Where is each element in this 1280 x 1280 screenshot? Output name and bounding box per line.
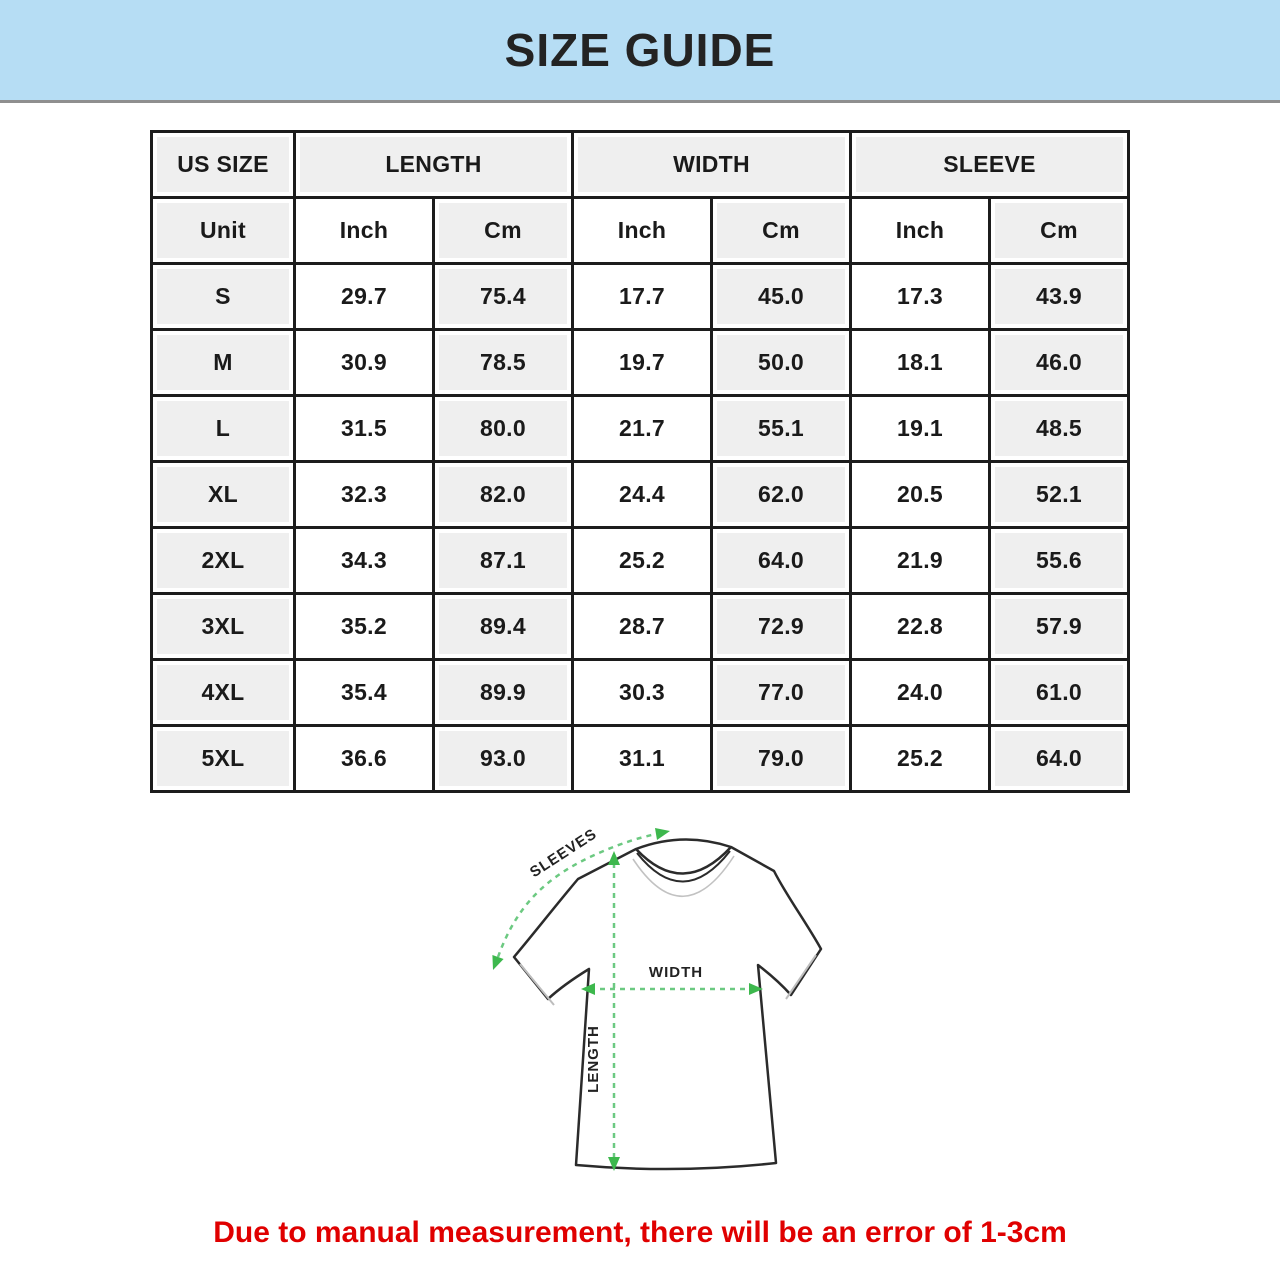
col-header-sleeve: SLEEVE [856,137,1123,192]
value-cell: 72.9 [717,599,845,654]
value-cell: 82.0 [439,467,567,522]
value-cell: 24.0 [897,679,943,705]
value-cell: 77.0 [717,665,845,720]
value-cell: 34.3 [341,547,387,573]
value-cell: 36.6 [341,745,387,771]
table-row [151,726,1128,792]
unit-cell: Cm [995,203,1123,258]
value-cell: 46.0 [995,335,1123,390]
size-cell: 5XL [157,731,289,786]
value-cell: 25.2 [897,745,943,771]
table-row [151,660,1128,726]
size-cell: L [157,401,289,456]
table-row [151,594,1128,660]
value-cell: 24.4 [619,481,665,507]
unit-label-cell: Unit [157,203,289,258]
value-cell: 25.2 [619,547,665,573]
value-cell: 18.1 [897,349,943,375]
unit-cell: Inch [617,217,667,243]
value-cell: 45.0 [717,269,845,324]
value-cell: 22.8 [897,613,943,639]
value-cell: 80.0 [439,401,567,456]
tshirt-outline [514,839,821,1169]
value-cell: 30.9 [341,349,387,375]
value-cell: 75.4 [439,269,567,324]
col-header-length: LENGTH [300,137,567,192]
value-cell: 31.1 [619,745,665,771]
value-cell: 31.5 [341,415,387,441]
size-table [150,130,1130,793]
value-cell: 35.2 [341,613,387,639]
value-cell: 28.7 [619,613,665,639]
value-cell: 87.1 [439,533,567,588]
value-cell: 78.5 [439,335,567,390]
col-header-us-size: US SIZE [157,137,289,192]
value-cell: 64.0 [995,731,1123,786]
value-cell: 64.0 [717,533,845,588]
table-unit-row [151,198,1128,264]
value-cell: 19.7 [619,349,665,375]
size-cell: 2XL [157,533,289,588]
unit-cell: Cm [717,203,845,258]
table-group-header-row [151,132,1128,198]
value-cell: 89.9 [439,665,567,720]
width-label: WIDTH [648,964,704,981]
unit-cell: Inch [339,217,389,243]
measurement-error-note: Due to manual measurement, there will be an error of 1-3cm [213,1216,1067,1249]
table-row [151,528,1128,594]
value-cell: 93.0 [439,731,567,786]
value-cell: 61.0 [995,665,1123,720]
value-cell: 43.9 [995,269,1123,324]
value-cell: 29.7 [341,283,387,309]
value-cell: 32.3 [341,481,387,507]
value-cell: 17.7 [619,283,665,309]
value-cell: 57.9 [995,599,1123,654]
size-cell: S [157,269,289,324]
col-header-width: WIDTH [578,137,845,192]
size-guide-banner [0,0,1280,103]
value-cell: 79.0 [717,731,845,786]
value-cell: 48.5 [995,401,1123,456]
table-row [151,264,1128,330]
value-cell: 19.1 [897,415,943,441]
size-cell: 3XL [157,599,289,654]
tshirt-icon [486,807,846,1182]
table-row [151,462,1128,528]
sleeves-label: SLEEVES [526,825,601,882]
value-cell: 35.4 [341,679,387,705]
value-cell: 21.9 [897,547,943,573]
value-cell: 52.1 [995,467,1123,522]
size-cell: M [157,335,289,390]
value-cell: 20.5 [897,481,943,507]
value-cell: 62.0 [717,467,845,522]
unit-cell: Cm [439,203,567,258]
table-row [151,396,1128,462]
length-label: LENGTH [585,1025,602,1093]
value-cell: 21.7 [619,415,665,441]
value-cell: 17.3 [897,283,943,309]
value-cell: 50.0 [717,335,845,390]
size-cell: 4XL [157,665,289,720]
value-cell: 89.4 [439,599,567,654]
value-cell: 55.1 [717,401,845,456]
unit-cell: Inch [895,217,945,243]
table-row [151,330,1128,396]
value-cell: 55.6 [995,533,1123,588]
page-title: SIZE GUIDE [504,24,776,76]
value-cell: 30.3 [619,679,665,705]
tshirt-measurement-diagram [486,807,846,1182]
size-cell: XL [157,467,289,522]
